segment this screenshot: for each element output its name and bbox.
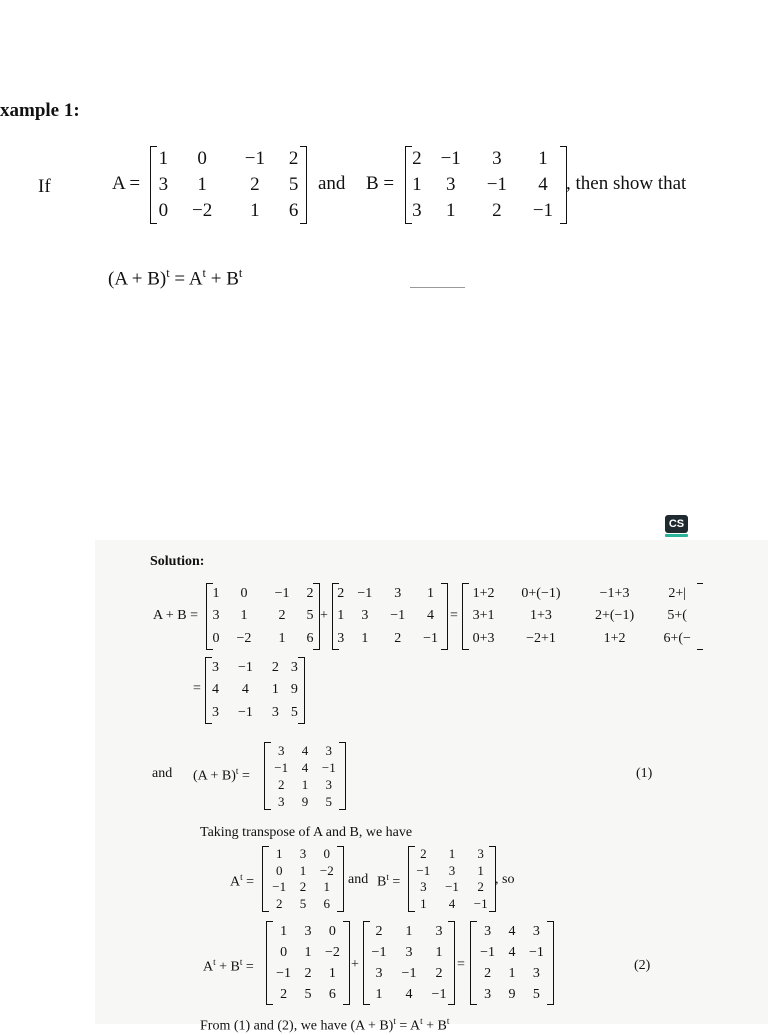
matrix-row [263,846,343,863]
matrix-cell: 2 [275,895,283,911]
matrix-cell: −1 [390,608,406,624]
matrix-row [151,146,306,172]
matrix-cell: 5 [532,986,540,1002]
matrix-row [151,198,306,224]
matrix-cell: 5 [288,174,299,195]
matrix-row [265,759,345,776]
matrix-cell: −1 [274,759,289,775]
at-label [230,872,254,891]
matrix-cell: 1 [275,846,283,862]
matrix-cell: −1 [401,965,417,981]
matrix-table [463,583,703,650]
sup-t: t [446,1016,450,1026]
sup-t: t [393,1016,396,1026]
matrix-cell: 3 [277,742,285,758]
matrix-cell: 3 [484,923,492,939]
example-heading: xample 1: [0,100,80,121]
and-bt: and [348,872,369,887]
matrix-cell: 1 [278,630,286,646]
matrix-cell: 1 [323,879,331,895]
matrix-row [207,605,319,627]
matrix-cell: 1 [477,862,484,878]
matrix-cell: −1 [321,759,336,775]
matrix-cell: −1 [423,630,438,646]
transpose-lhs-text: (A + B) [193,768,236,784]
matrix-cell: 4 [212,682,220,698]
matrix-row [263,879,343,896]
matrix-cell: 2 [394,630,402,646]
matrix-cell: 5 [306,608,314,624]
matrix-cell: 2 [304,965,312,981]
matrix-cell: −1 [357,586,373,602]
and-label: and [318,173,346,194]
matrix-m4 [205,657,305,724]
matrix-cell: 2 [288,148,299,169]
matrix-cell: 2 [420,846,427,862]
matrix-cell: 6+(− [663,630,691,646]
matrix-cell: 2 [412,148,422,169]
matrix-row [406,198,566,224]
matrix-cell: 0+3 [472,630,495,646]
matrix-m2 [332,583,448,650]
matrix-cell: −1 [473,895,488,911]
matrix-cell: 1 [337,608,345,624]
matrix-cell: 1 [427,586,435,602]
matrix-row [267,921,349,942]
equals-sign-3: = [457,957,465,972]
matrix-cell: 5 [325,793,333,809]
matrix-row [463,628,703,650]
matrix-cell: 2+| [668,586,687,602]
matrix-cell: 3 [477,846,484,862]
matrix-table [151,146,306,224]
matrix-row [206,702,304,724]
matrix-cell: 3 [299,846,307,862]
matrix-cell: 0 [197,148,207,169]
matrix-cell: −2+1 [526,630,556,646]
matrix-row [471,984,553,1005]
matrix-cell: 3 [212,660,220,676]
matrix-row [364,984,454,1005]
matrix-cell: 2 [306,586,314,602]
matrix-cell: 5+( [667,608,687,624]
matrix-cell: −1 [440,148,461,169]
matrix-cell: 1 [435,944,443,960]
matrix-cell: 3 [304,923,312,939]
matrix-cell: 3 [158,174,169,195]
transpose-lhs [193,766,250,785]
matrix-row [265,776,345,793]
matrix-cell: 1 [412,174,422,195]
footer-tail2: + B [426,1018,447,1034]
matrix-cell: 5 [304,986,312,1002]
matrix-row [267,963,349,984]
matrix-cell: 3 [361,608,369,624]
matrix-cell: −1 [237,704,253,720]
matrix-cell: 2 [484,965,492,981]
matrix-cell: 3 [412,200,422,221]
sup-t: t [238,266,243,280]
matrix-cell: 3 [532,923,540,939]
matrix-cell: 3 [532,965,540,981]
sup-t: t [420,1016,423,1026]
matrix-cell: −2 [324,944,340,960]
matrix-b [405,146,567,224]
matrix-cell: 1+3 [530,608,552,624]
matrix-cell: −2 [319,862,334,878]
matrix-cell: 9 [508,986,516,1002]
matrix-cell: 2 [492,200,502,221]
claim-rhs: = A [174,268,203,290]
matrix-cell: 1 [158,148,169,169]
matrix-cell: 3 [394,586,402,602]
sup-t: t [213,957,216,967]
matrix-cell: 3 [325,776,333,792]
matrix-m6 [266,921,350,1005]
matrix-row [471,942,553,963]
matrix-at [262,846,344,912]
matrix-cell: 3 [212,608,220,624]
matrix-row [263,896,343,913]
matrix-cell: −1 [272,879,287,895]
at-label-text: A [230,874,241,890]
matrix-table [207,583,319,650]
matrix-row [267,942,349,963]
matrix-cell: 3 [484,986,492,1002]
claim [108,266,242,290]
matrix-cell: 4 [241,682,249,698]
matrix-cell: 1 [445,200,456,221]
matrix-cell: 3 [405,944,413,960]
matrix-table [267,921,349,1005]
matrix-row [333,605,447,627]
footer-line [200,1016,449,1035]
sup-t: t [166,266,170,280]
if-word: If [38,176,51,197]
sum2-b: + B [219,959,240,975]
b-label: B = [366,173,395,194]
matrix-cell: 3 [325,742,333,758]
matrix-cell: 3 [277,793,285,809]
matrix-cell: 0 [323,846,331,862]
matrix-row [409,896,495,913]
matrix-cell: 2 [375,923,383,939]
sum2-a: A [203,959,214,975]
matrix-cell: 4 [508,944,516,960]
equals-sign-2: = [193,681,201,696]
equals: = [241,768,250,784]
matrix-cell: 1 [420,895,427,911]
matrix-cell: 1 [250,200,260,221]
matrix-row [364,921,454,942]
equation-1-label: (1) [636,766,653,781]
matrix-cell: −1 [371,944,387,960]
footer-text: From (1) and (2), we have (A + B) [200,1018,394,1034]
matrix-cell: 1 [197,174,207,195]
sup-t: t [202,266,206,280]
matrix-cell: 4 [448,895,456,911]
matrix-cell: 3 [212,704,220,720]
matrix-row [409,863,495,880]
equals: = [392,874,401,890]
matrix-cell: 4 [508,923,516,939]
matrix-m8 [470,921,554,1005]
so-text: , so [495,872,515,887]
solution-heading: Solution: [150,554,205,569]
example-page [0,0,768,410]
sum-label: A + B = [153,608,198,623]
matrix-cell: 1 [538,148,548,169]
matrix-table [265,742,345,810]
matrix-cell: −1 [416,862,431,878]
matrix-cell: −1 [237,660,253,676]
sup-t: t [239,957,243,967]
matrix-table [409,846,495,912]
then-text: , then show that [566,173,687,194]
matrix-row [364,963,454,984]
taking-text: Taking transpose of A and B, we have [200,825,413,840]
matrix-cell: −1 [431,986,447,1002]
matrix-cell: 1 [280,923,288,939]
matrix-row [333,628,447,650]
matrix-row [207,583,319,605]
matrix-cell: 2 [277,776,285,792]
matrix-cell: 0 [212,630,220,646]
matrix-cell: 1 [240,608,248,624]
matrix-row [265,793,345,810]
matrix-m1 [206,583,320,650]
matrix-cell: −1 [276,965,292,981]
stray-mark [410,287,465,288]
matrix-row [409,879,495,896]
matrix-cell: 2 [271,660,279,676]
equals: = [246,874,255,890]
matrix-cell: −1+3 [599,586,630,602]
matrix-row [206,657,304,679]
matrix-cell: 3 [271,704,279,720]
matrix-cell: 1 [405,923,413,939]
matrix-table [406,146,566,224]
matrix-m5 [264,742,346,810]
matrix-row [151,172,306,198]
matrix-cell: 2 [477,879,484,895]
claim-plus: + B [210,268,239,290]
matrix-cell: 9 [301,793,309,809]
matrix-row [406,146,566,172]
matrix-row [463,583,703,605]
matrix-cell: 0 [158,200,169,221]
matrix-cell: 1+2 [472,586,495,602]
sum2-label [203,957,254,976]
matrix-cell: 3 [448,862,456,878]
equals-sign: = [450,608,458,623]
matrix-cell: 3+1 [472,608,495,624]
matrix-cell: 2+(−1) [594,608,635,624]
matrix-cell: −1 [244,148,265,169]
matrix-cell: 1 [301,776,309,792]
matrix-cell: 6 [323,895,331,911]
matrix-cell: −1 [528,944,544,960]
matrix-cell: 3 [420,879,427,895]
matrix-cell: 2 [299,879,307,895]
matrix-row [471,921,553,942]
matrix-m7 [363,921,455,1005]
matrix-cell: 0 [280,944,288,960]
matrix-cell: −1 [532,200,554,221]
matrix-cell: 0+(−1) [521,586,561,602]
matrix-cell: −2 [192,200,213,221]
and-word: and [152,766,173,781]
matrix-cell: 4 [538,174,548,195]
sup-t: t [386,872,389,882]
matrix-cell: 3 [337,630,345,646]
claim-lhs: (A + B) [108,268,167,290]
matrix-row [463,605,703,627]
matrix-table [471,921,553,1005]
matrix-table [263,846,343,912]
sup-t: t [240,872,243,882]
bt-label-text: B [377,874,387,890]
matrix-row [263,863,343,880]
matrix-cell: 1 [212,586,220,602]
matrix-cell: 2 [250,174,260,195]
plus-sign-2: + [351,957,359,972]
sup-t: t [235,766,239,776]
matrix-m3 [462,583,703,650]
matrix-bt [408,846,496,912]
matrix-cell: 1 [328,965,336,981]
matrix-cell: 3 [435,923,443,939]
matrix-row [364,942,454,963]
equals: = [245,959,254,975]
matrix-cell: −1 [445,879,459,895]
matrix-row [265,742,345,759]
matrix-row [471,963,553,984]
matrix-cell: −1 [486,174,507,195]
matrix-cell: 0 [328,923,336,939]
matrix-cell: 1 [271,682,279,698]
matrix-cell: −1 [480,944,496,960]
matrix-cell: 6 [306,630,314,646]
matrix-cell: 3 [375,965,383,981]
matrix-cell: 9 [290,682,298,698]
matrix-cell: 1 [508,965,516,981]
matrix-cell: 2 [278,608,286,624]
cs-badge: CS [665,515,688,533]
matrix-row [267,984,349,1005]
matrix-cell: 1+2 [603,630,626,646]
matrix-cell: 0 [275,862,283,878]
matrix-cell: 1 [375,986,383,1002]
matrix-cell: 3 [492,148,502,169]
matrix-a [150,146,307,224]
plus-sign: + [320,608,328,623]
matrix-table [333,583,447,650]
matrix-cell: 4 [405,986,413,1002]
matrix-cell: 1 [361,630,369,646]
matrix-cell: 1 [448,846,456,862]
matrix-row [206,679,304,701]
matrix-cell: 2 [435,965,443,981]
matrix-row [406,172,566,198]
bt-label [377,872,400,891]
matrix-cell: −2 [236,630,252,646]
footer-tail: = A [399,1018,421,1034]
matrix-table [364,921,454,1005]
matrix-row [409,846,495,863]
matrix-cell: 1 [304,944,312,960]
matrix-cell: 6 [328,986,336,1002]
matrix-row [333,583,447,605]
matrix-cell: 1 [299,862,307,878]
matrix-row [207,628,319,650]
a-label: A = [112,173,141,194]
matrix-cell: 4 [427,608,435,624]
matrix-cell: 0 [240,586,248,602]
matrix-cell: 5 [290,704,298,720]
matrix-cell: 4 [301,742,309,758]
matrix-cell: 5 [299,895,307,911]
matrix-table [206,657,304,724]
matrix-cell: 2 [337,586,345,602]
matrix-cell: 4 [301,759,309,775]
matrix-cell: −1 [274,586,290,602]
matrix-cell: 2 [280,986,288,1002]
matrix-cell: 3 [290,660,298,676]
matrix-cell: 6 [288,200,299,221]
equation-2-label: (2) [634,958,651,973]
matrix-cell: 3 [445,174,456,195]
